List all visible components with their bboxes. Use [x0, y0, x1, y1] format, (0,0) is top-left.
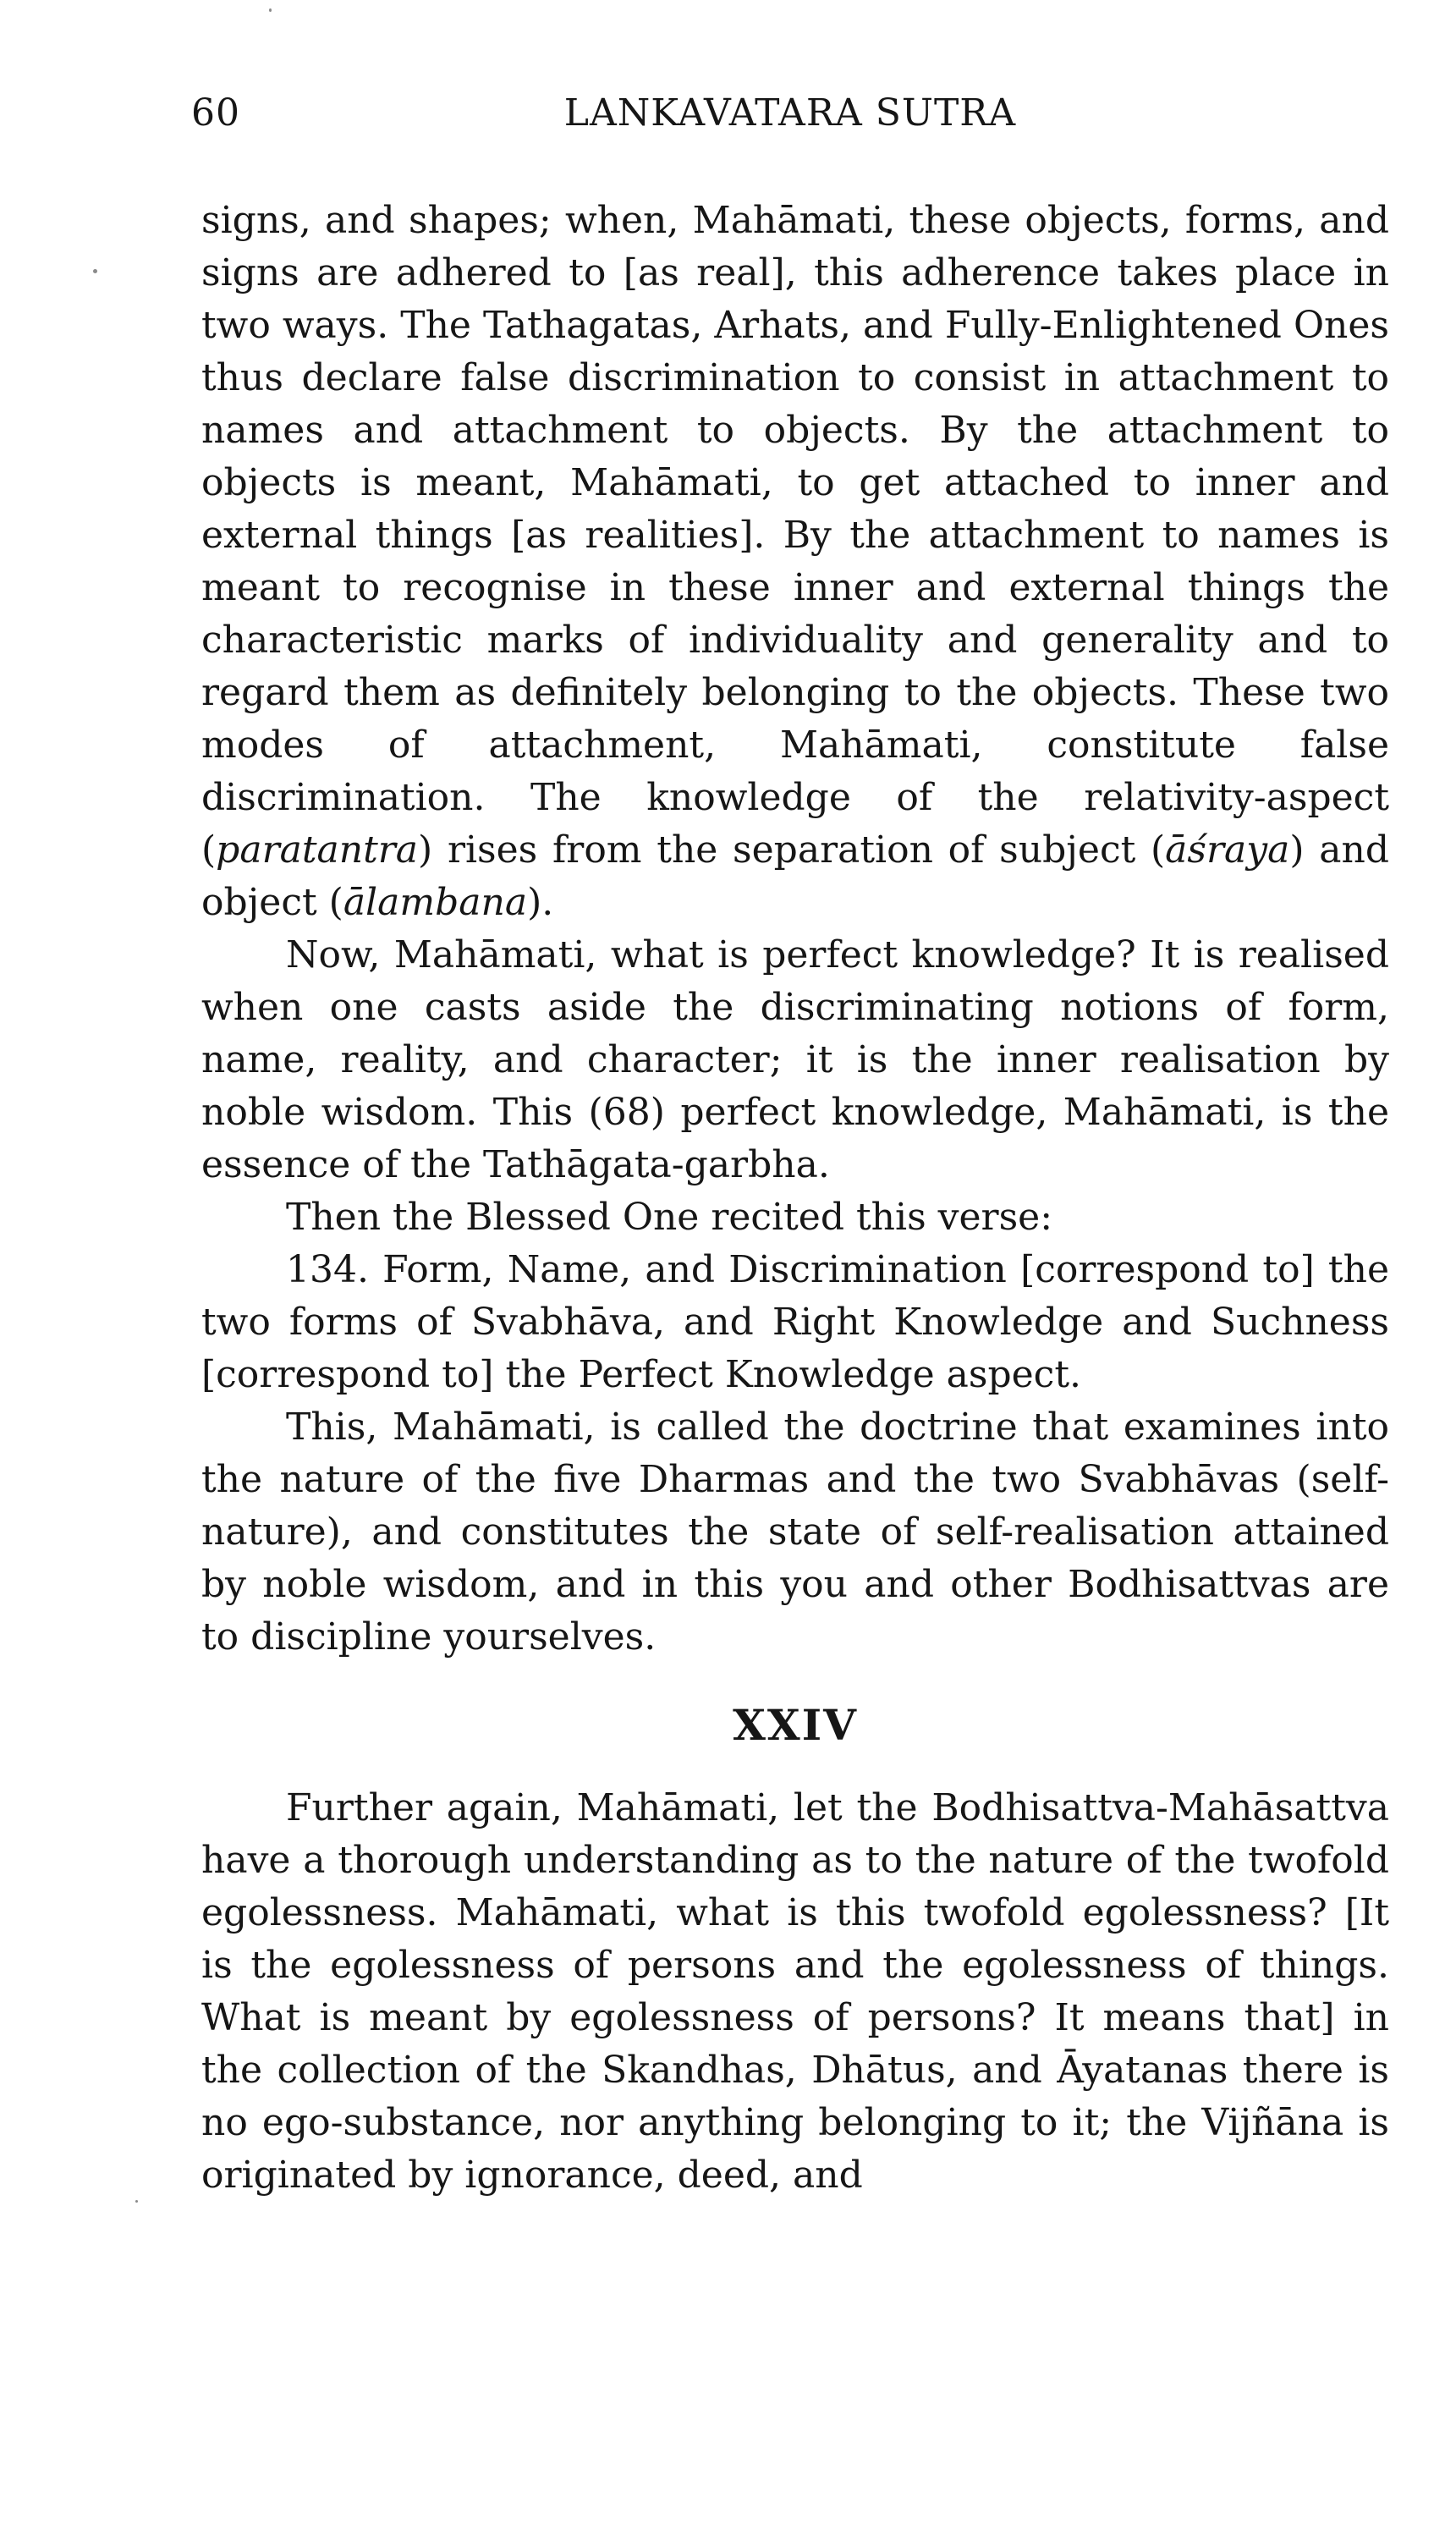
term-paratantra: paratantra: [216, 828, 419, 872]
running-title: LANKAVATARA SUTRA: [563, 91, 1017, 135]
body-text: [201, 195, 1389, 2202]
paragraph-1-text-c: ) and object (: [201, 828, 1389, 924]
scan-speck: [269, 8, 272, 12]
paragraph-6: Further again, Mahāmati, let the Bodhisattva-Mahāsattva have a thorough understanding as to the nature of the twofold egolessness. Mahāmati, what is this twofold egolessness? [It is the egolessness of persons and the egolessness of things. What is meant by egolessness of persons? It means that] in the collection of the Skandhas, Dhātus, and Āyatanas there is no ego-substance, nor anything belonging to it; the Vijñāna is originated by ignorance, deed, and: [201, 1786, 1389, 2197]
page-header: [191, 91, 1389, 151]
paragraph-1-text-d: ).: [527, 881, 554, 924]
paragraph-2: Now, Mahāmati, what is perfect knowledge? It is realised when one casts aside the discriminating notions of form, name, reality, and character; it is the inner realisation by noble wisdom. This (68) perfect knowledge, Mahāmati, is the essence of the Tathāgata-garbha.: [201, 933, 1389, 1186]
section-heading: XXIV: [733, 1700, 858, 1750]
term-alambana: ālambana: [343, 881, 528, 924]
paragraph-5: This, Mahāmati, is called the doctrine that examines into the nature of the five Dharmas and the two Svabhāvas (self-nature), and constitutes the state of self-realisation attained by noble wisdom, and in this you and other Bodhisattvas are to discipline yourselves.: [201, 1406, 1389, 1659]
verse-134: 134. Form, Name, and Discrimination [correspond to] the two forms of Svabhāva, and Right Knowledge and Suchness [correspond to] the Perfect Knowledge aspect.: [201, 1248, 1389, 1396]
scan-speck: [135, 2200, 138, 2203]
paragraph-1-text-b: ) rises from the separation of subject (: [418, 828, 1166, 872]
paragraph-1: [201, 195, 1389, 929]
scan-speck: [93, 269, 97, 273]
term-asraya: āśraya: [1165, 828, 1290, 872]
page-number: 60: [191, 91, 240, 135]
paragraph-1-text-a: signs, and shapes; when, Mahāmati, these objects, forms, and signs are adhered to [as real], this adherence takes place in two ways. The Tathagatas, Arhats, and Fully-Enlightened Ones thus declare false discrimination to consist in attachment to names and attachment to objects. By the attachment to objects is meant, Mahāmati, to get attached to inner and external things [as realities]. By the attachment to names is meant to recognise in these inner and external things the characteristic marks of individuality and generality and to regard them as definitely belonging to the objects. These two modes of attachment, Mahāmati, constitute false discrimination. The knowledge of the relativity-aspect (: [201, 199, 1389, 872]
paragraph-3: Then the Blessed One recited this verse:: [286, 1196, 1053, 1239]
